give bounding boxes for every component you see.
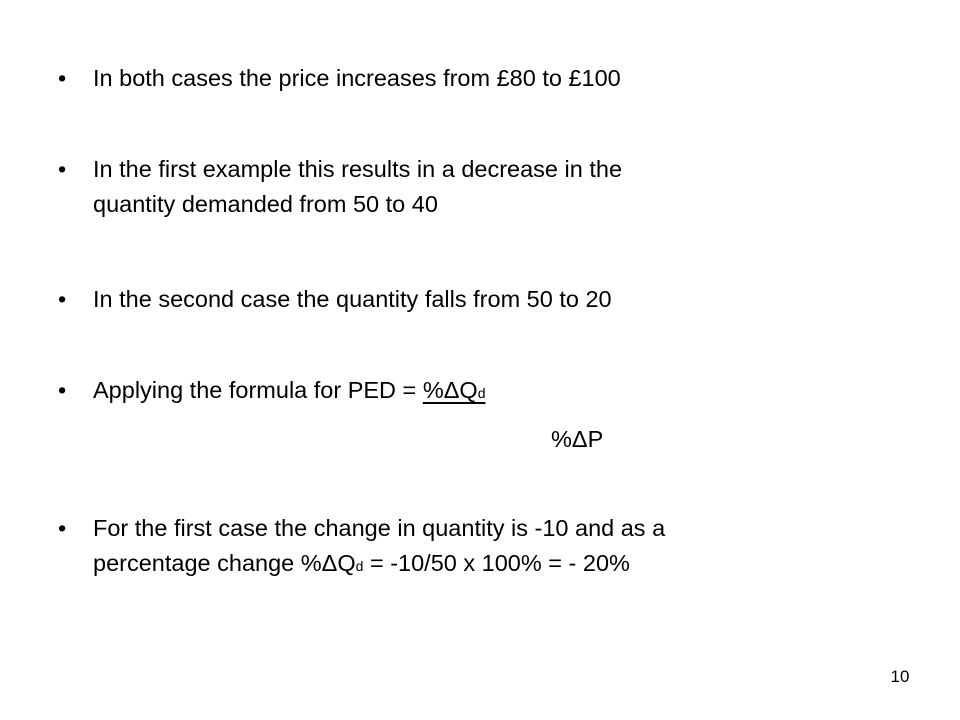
bullet-dot: • — [58, 515, 67, 541]
bullet-dot: • — [58, 65, 67, 91]
formula-numerator — [423, 377, 486, 403]
calc-subscript: d — [355, 558, 364, 574]
bullet-dot: • — [58, 286, 67, 312]
formula-denominator: %ΔP — [551, 426, 604, 452]
bullet-text-line1: For the first case the change in quantity is -10 and as a — [93, 515, 666, 541]
bullet-text — [93, 373, 893, 411]
numerator-text: %ΔQ — [422, 377, 478, 403]
bullet-text: In the second case the quantity falls from 50 to 20 — [93, 286, 612, 312]
page-number: 10 — [890, 667, 910, 686]
numerator-subscript: d — [477, 385, 486, 401]
bullet-text: In both cases the price increases from £80 to £100 — [93, 65, 621, 91]
calc-prefix: percentage change %ΔQ — [93, 550, 356, 576]
bullet-text-line2: quantity demanded from 50 to 40 — [93, 191, 438, 217]
bullet-text-line1: In the first example this results in a decrease in the — [93, 156, 623, 182]
bullet-dot: • — [58, 377, 67, 403]
formula-prefix: Applying the formula for PED = — [93, 377, 423, 403]
bullet-text-line2 — [93, 546, 893, 584]
calc-suffix: = -10/50 x 100% = - 20% — [363, 550, 630, 576]
bullet-dot: • — [58, 156, 67, 182]
